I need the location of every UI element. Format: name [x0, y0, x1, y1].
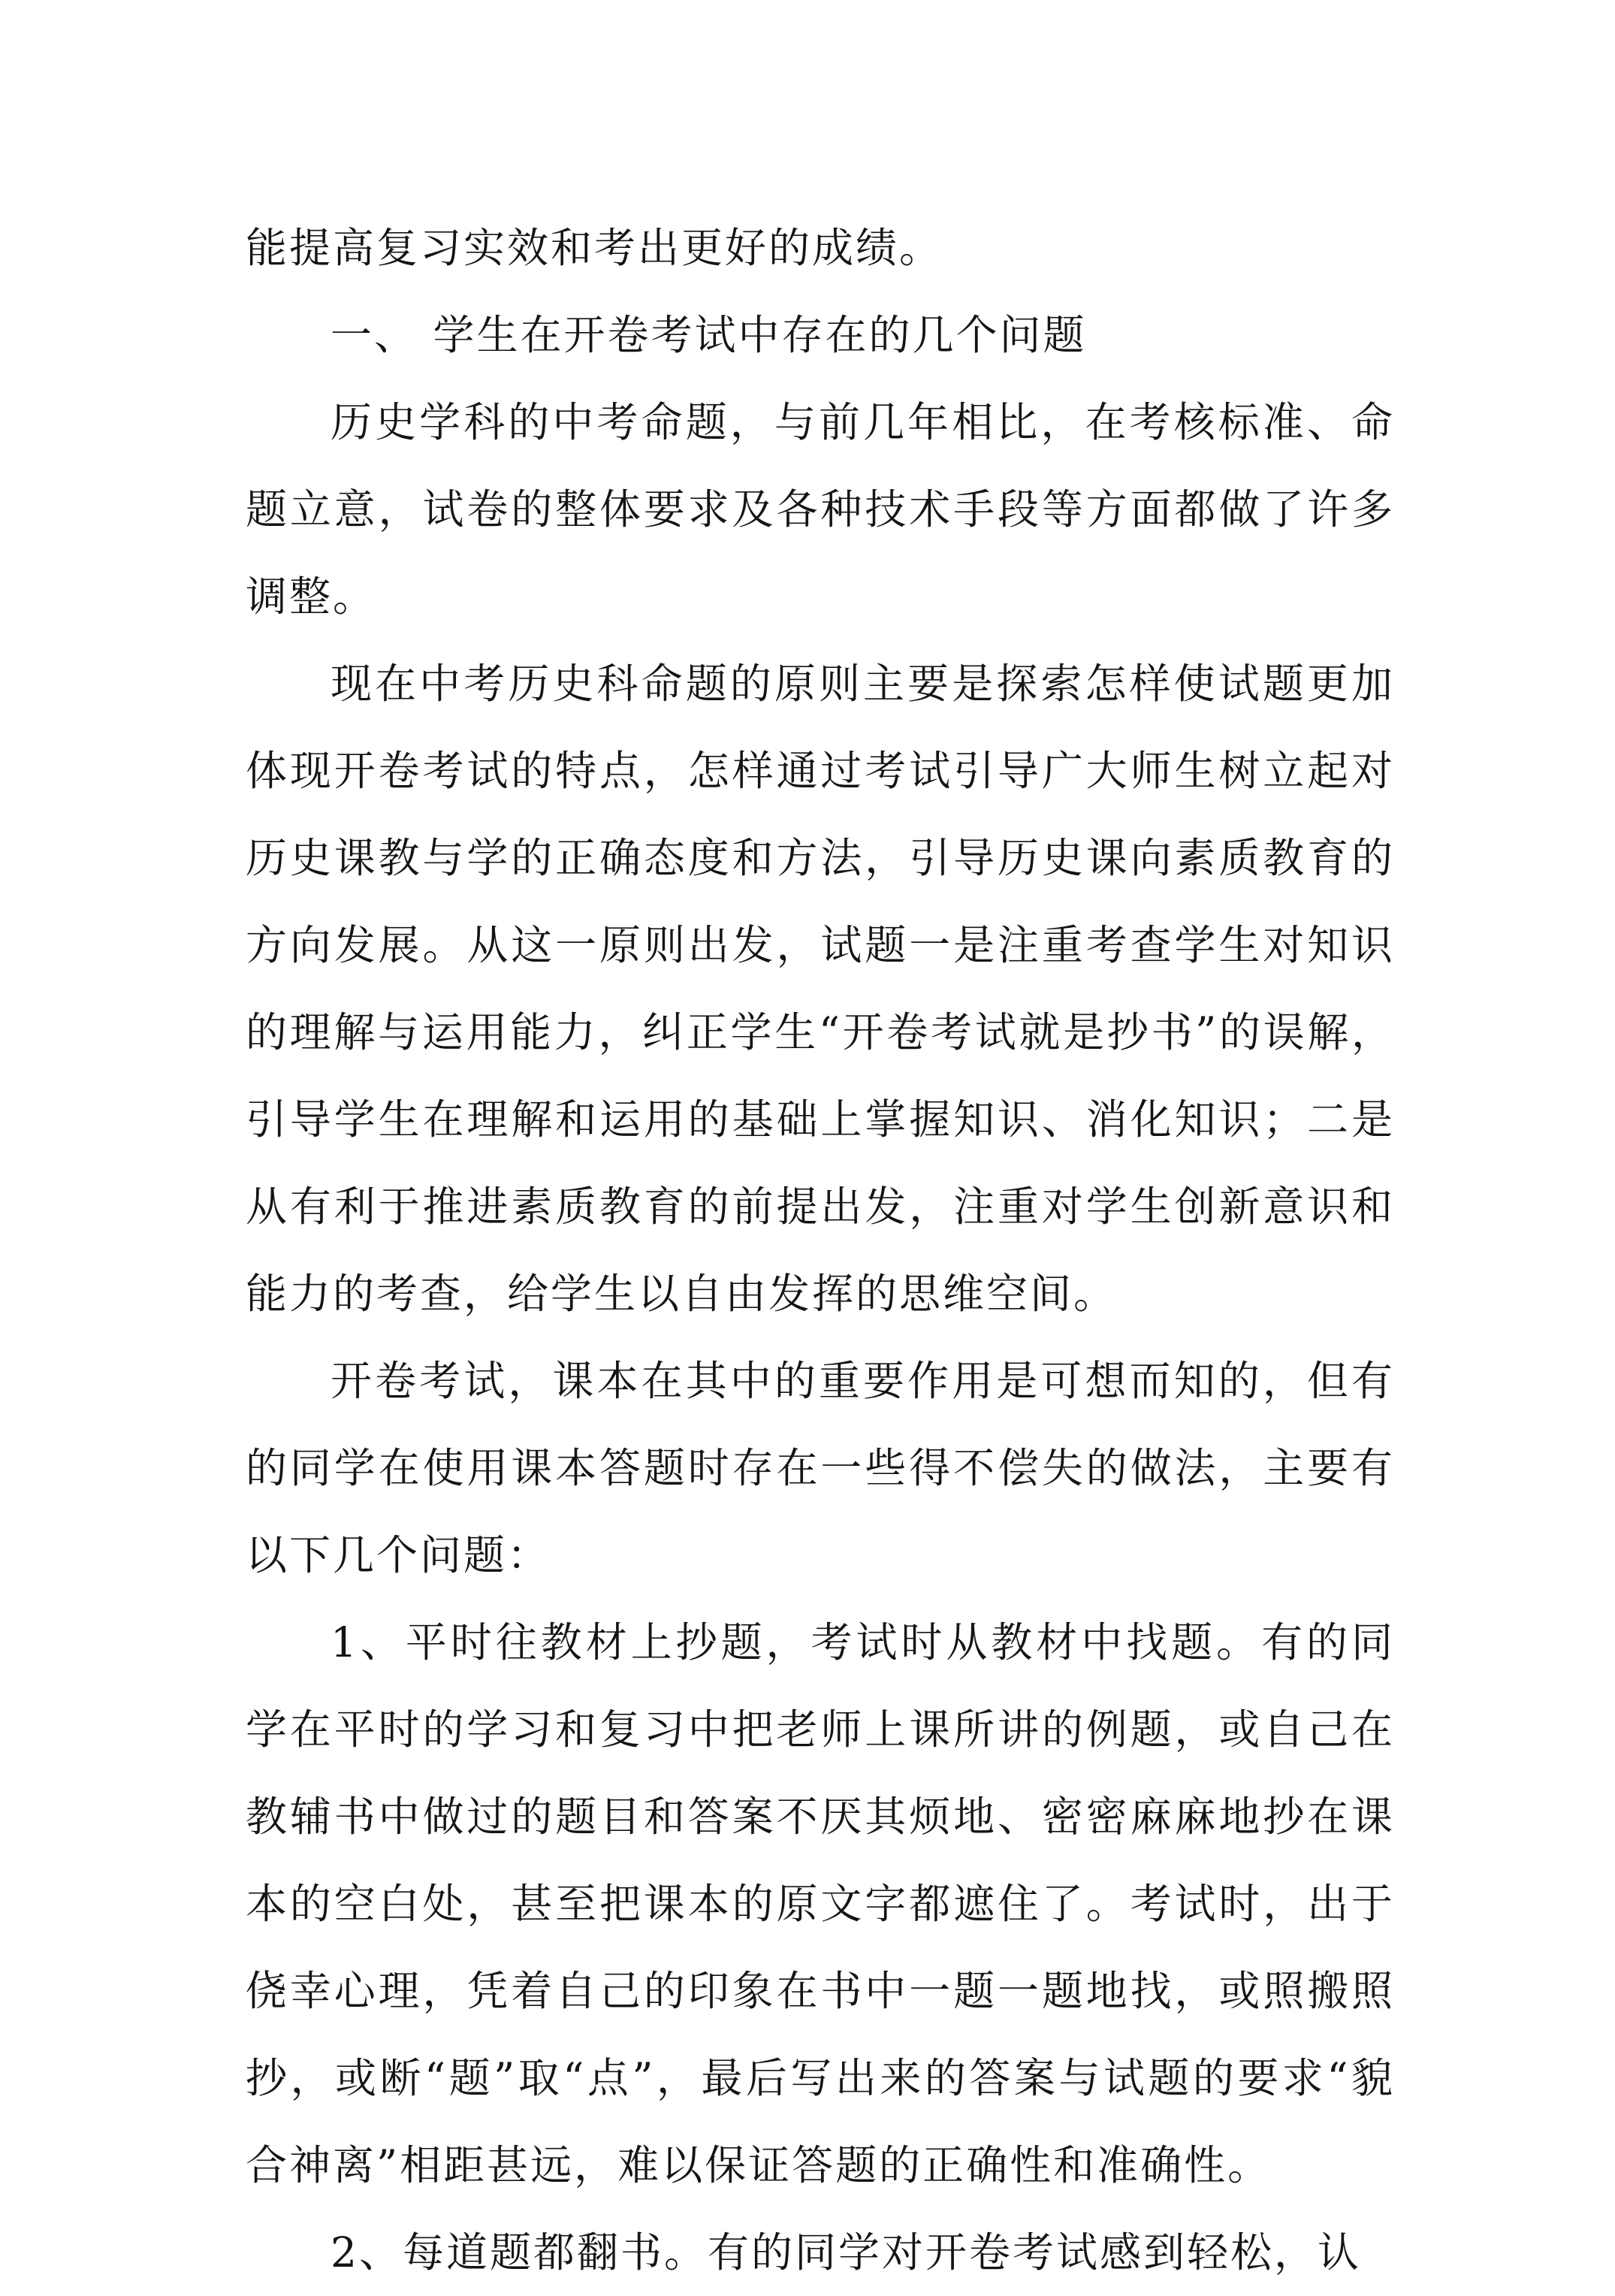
section-heading: 一、 学生在开卷考试中存在的几个问题 — [331, 311, 1087, 359]
paragraph-exam-changes: 历史学科的中考命题，与前几年相比，在考核标准、命题立意，试卷的整体要求及各种技术手段等方面都做了许多调整。 — [246, 398, 1395, 621]
paragraph-problem-1: 1、平时往教材上抄题，考试时从教材中找题。有的同学在平时的学习和复习中把老师上课所讲的例题，或自己在教辅书中做过的题目和答案不厌其烦地、密密麻麻地抄在课本的空白处，甚至把课本的原文字都遮住了。考试时，出于侥幸心理，凭着自己的印象在书中一题一题地找，或照搬照抄，或断“题”取“点”，最后写出来的答案与试题的要求“貌合神离”相距甚远，难以保证答题的正确性和准确性。 — [246, 1618, 1395, 2189]
paragraph-textbook-role: 开卷考试，课本在其中的重要作用是可想而知的，但有的同学在使用课本答题时存在一些得不偿失的做法，主要有以下几个问题： — [246, 1357, 1395, 1579]
document-body — [246, 204, 1395, 2296]
paragraph-principles: 现在中考历史科命题的原则主要是探索怎样使试题更加体现开卷考试的特点，怎样通过考试引导广大师生树立起对历史课教与学的正确态度和方法，引导历史课向素质教育的方向发展。从这一原则出发，试题一是注重考查学生对知识的理解与运用能力，纠正学生“开卷考试就是抄书”的误解，引导学生在理解和运用的基础上掌握知识、消化知识；二是从有利于推进素质教育的前提出发，注重对学生创新意识和能力的考查，给学生以自由发挥的思维空间。 — [246, 660, 1395, 1318]
paragraph-problem-2: 2、每道题都翻书。有的同学对开卷考试感到轻松，认 — [331, 2228, 1361, 2276]
paragraph-continuation: 能提高复习实效和考出更好的成绩。 — [246, 224, 943, 272]
